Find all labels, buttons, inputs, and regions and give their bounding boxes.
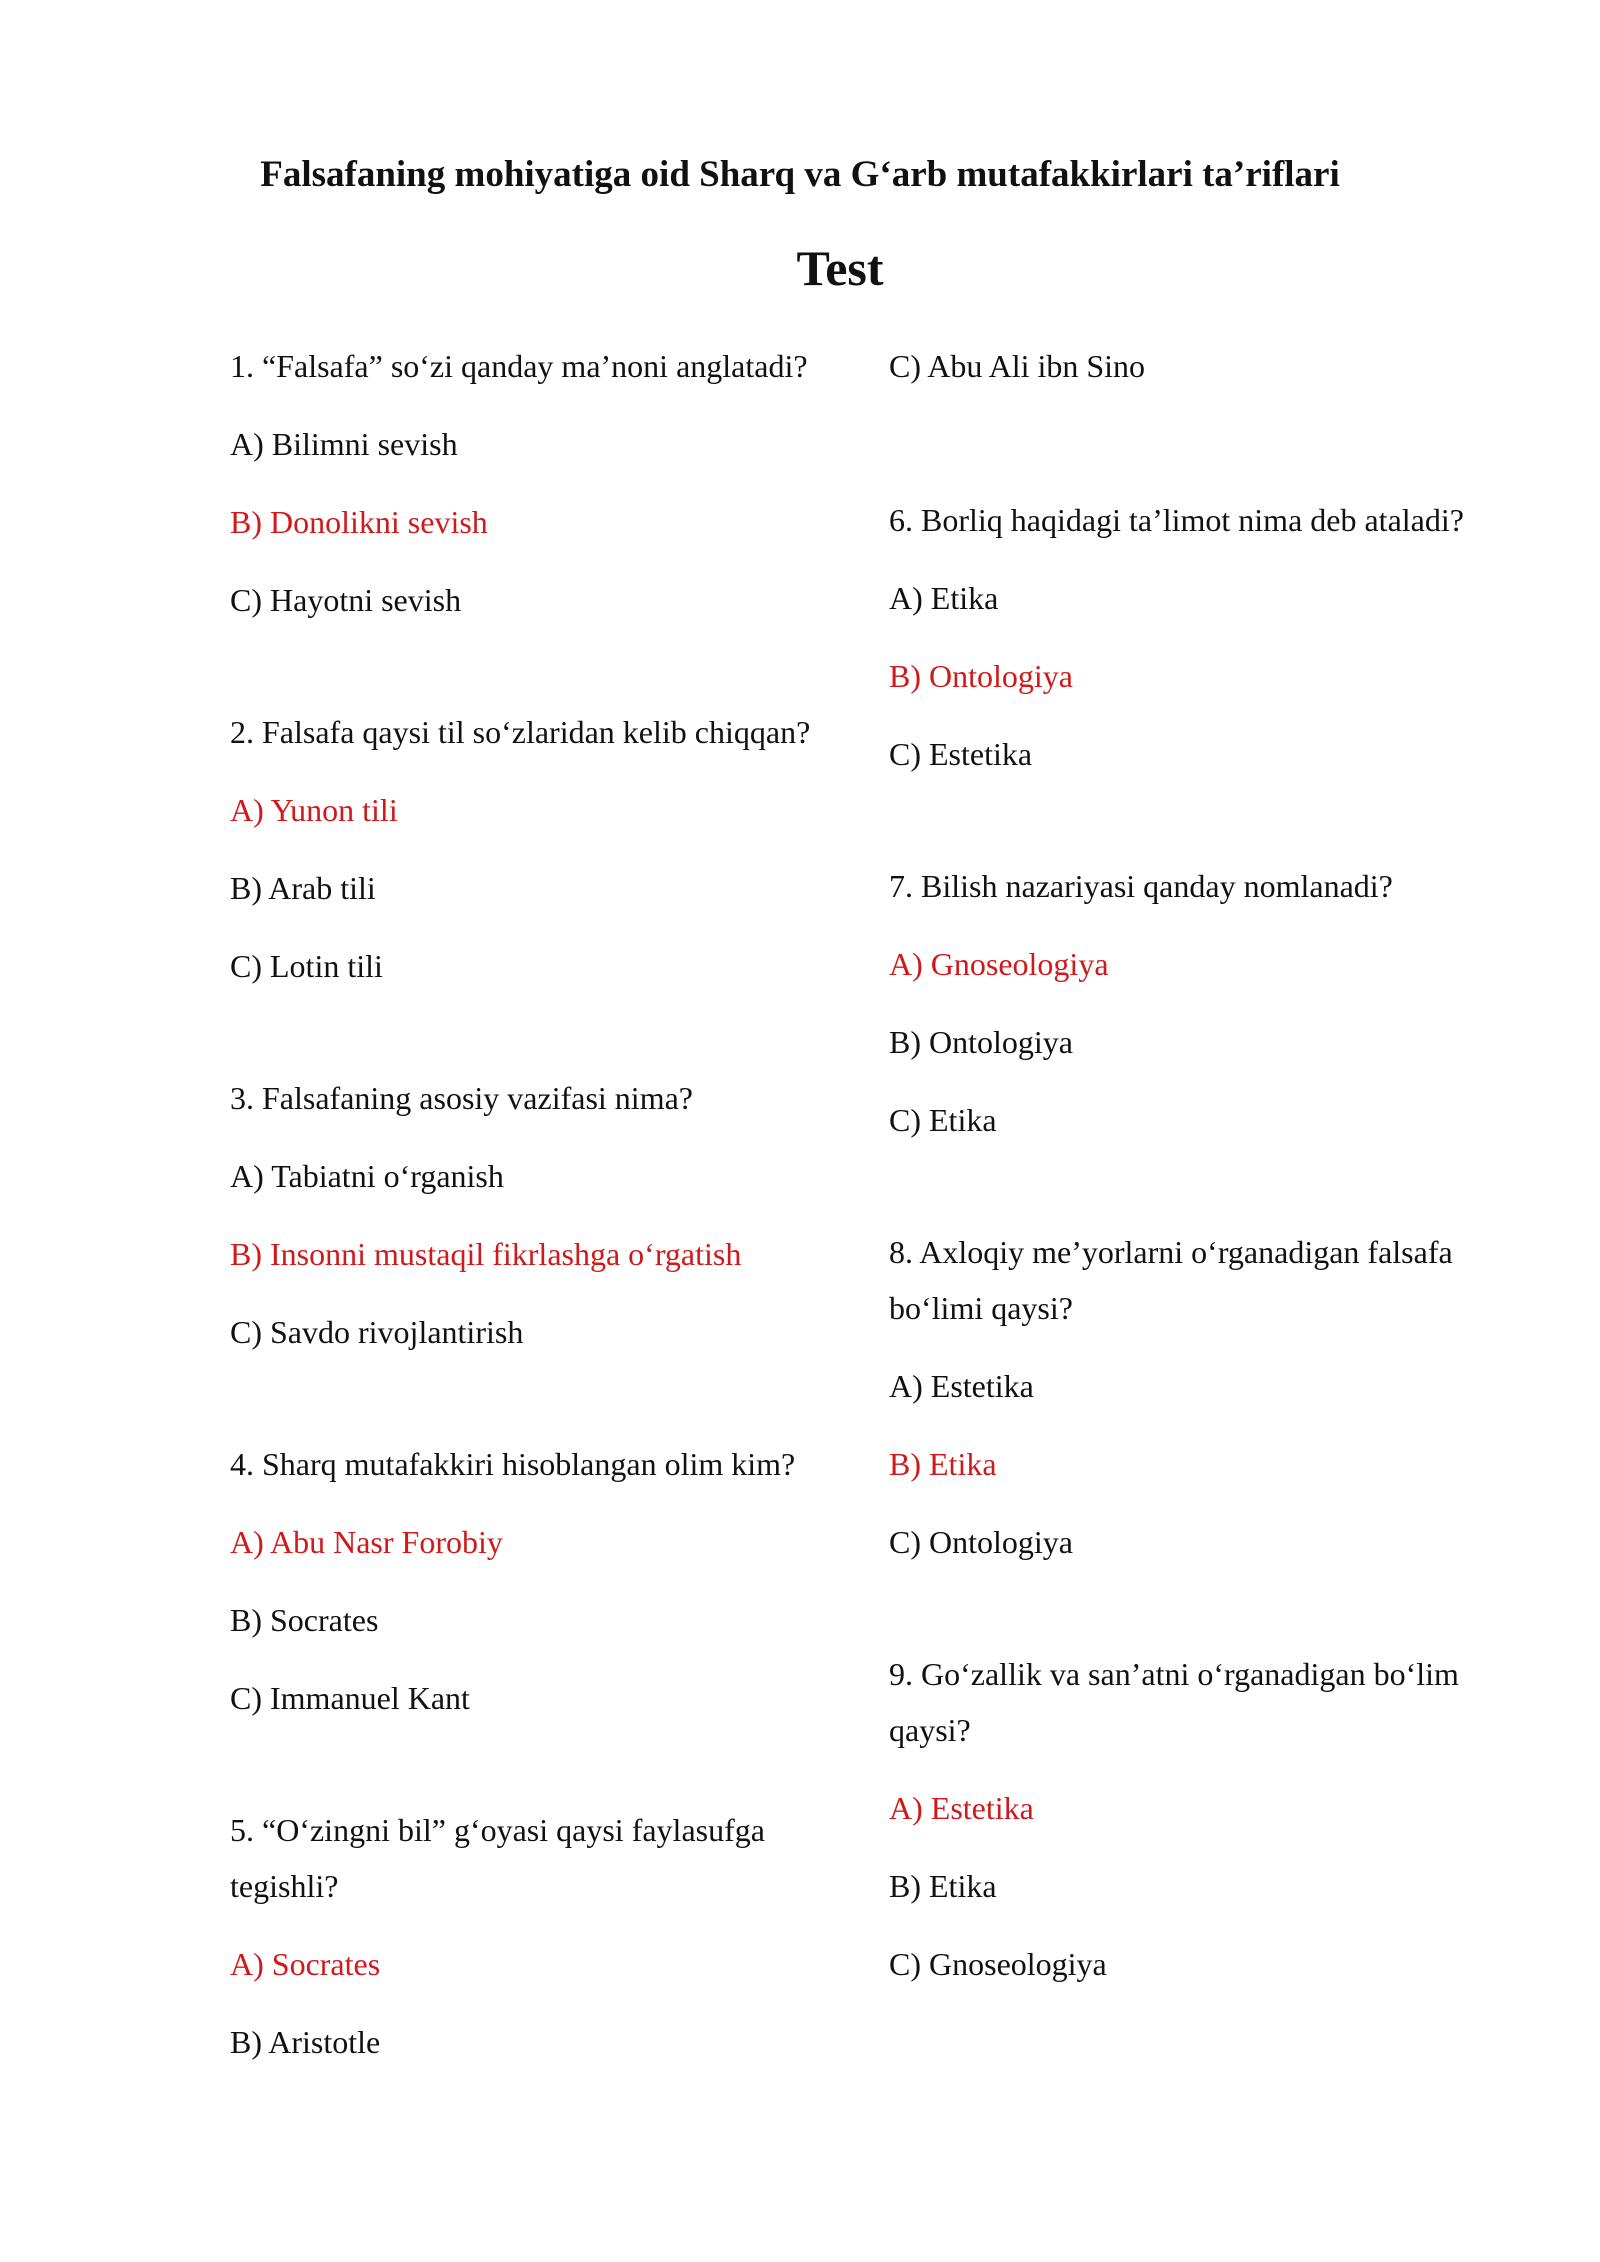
question-text: 6. Borliq haqidagi ta’limot nima deb ataladi?	[889, 502, 1464, 538]
option-c: C) Immanuel Kant	[230, 1680, 470, 1716]
option-b: B) Etika	[889, 1868, 997, 1904]
question-text: 7. Bilish nazariyasi qanday nomlanadi?	[889, 868, 1393, 904]
option-a: A) Tabiatni o‘rganish	[230, 1158, 504, 1194]
option-c: C) Abu Ali ibn Sino	[889, 348, 1146, 384]
question-3	[230, 1070, 850, 1360]
option-b: B) Socrates	[230, 1602, 379, 1638]
option-a-correct: A) Socrates	[230, 1946, 381, 1982]
question-5	[230, 1802, 850, 2070]
document-subtitle: Test	[796, 240, 884, 296]
question-text: 3. Falsafaning asosiy vazifasi nima?	[230, 1080, 693, 1116]
option-c: C) Hayotni sevish	[230, 582, 462, 618]
option-c: C) Ontologiya	[889, 1524, 1073, 1560]
question-6	[889, 492, 1489, 782]
question-text: 8. Axloqiy me’yorlarni o‘rganadigan falsafa bo‘limi qaysi?	[889, 1234, 1453, 1326]
option-c: C) Estetika	[889, 736, 1033, 772]
option-a-correct: A) Abu Nasr Forobiy	[230, 1524, 503, 1560]
question-9	[889, 1646, 1489, 1992]
question-text: 9. Go‘zallik va san’atni o‘rganadigan bo‘lim qaysi?	[889, 1656, 1459, 1748]
question-text: 2. Falsafa qaysi til so‘zlaridan kelib chiqqan?	[230, 714, 811, 750]
option-b-correct: B) Ontologiya	[889, 658, 1073, 694]
question-text: 5. “O‘zingni bil” g‘oyasi qaysi faylasufga tegishli?	[230, 1812, 765, 1904]
question-2	[230, 704, 850, 994]
question-4	[230, 1436, 850, 1726]
right-column	[889, 338, 1489, 1992]
document-title: Falsafaning mohiyatiga oid Sharq va G‘arb mutafakkirlari ta’riflari	[260, 154, 1340, 195]
option-a-correct: A) Yunon tili	[230, 792, 398, 828]
option-c: C) Etika	[889, 1102, 997, 1138]
option-b: B) Arab tili	[230, 870, 376, 906]
question-7	[889, 858, 1489, 1148]
left-column	[230, 338, 850, 2070]
option-a-correct: A) Estetika	[889, 1790, 1034, 1826]
option-c: C) Lotin tili	[230, 948, 383, 984]
option-a-correct: A) Gnoseologiya	[889, 946, 1109, 982]
question-text: 1. “Falsafa” so‘zi qanday ma’noni anglatadi?	[230, 348, 808, 384]
question-text: 4. Sharq mutafakkiri hisoblangan olim kim?	[230, 1446, 796, 1482]
option-a: A) Estetika	[889, 1368, 1034, 1404]
option-b: B) Ontologiya	[889, 1024, 1073, 1060]
option-b-correct: B) Donolikni sevish	[230, 504, 488, 540]
option-b: B) Aristotle	[230, 2024, 381, 2060]
option-a: A) Bilimni sevish	[230, 426, 458, 462]
question-5-continued	[889, 338, 1489, 394]
option-b-correct: B) Etika	[889, 1446, 997, 1482]
option-a: A) Etika	[889, 580, 999, 616]
question-1	[230, 338, 850, 628]
question-8	[889, 1224, 1489, 1570]
option-c: C) Gnoseologiya	[889, 1946, 1107, 1982]
option-c: C) Savdo rivojlantirish	[230, 1314, 524, 1350]
option-b-correct: B) Insonni mustaqil fikrlashga o‘rgatish	[230, 1236, 742, 1272]
